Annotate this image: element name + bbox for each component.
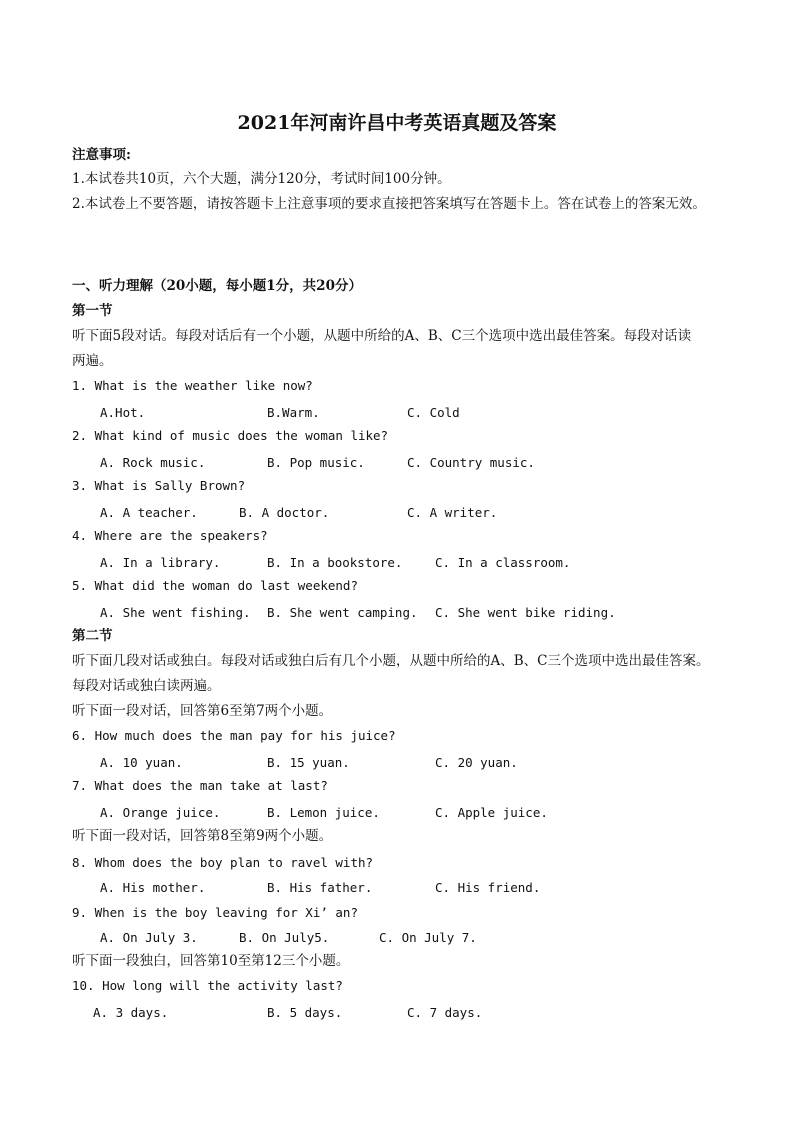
- part1-instruction: 听下面5段对话。每段对话后有一个小题，从题中所给的A、B、C三个选项中选出最佳答案。每段对话读: [72, 328, 692, 344]
- q9-option-a: A. On July 3.: [100, 930, 198, 945]
- q10-option-a: A. 3 days.: [93, 1005, 169, 1020]
- q6-option-a: A. 10 yuan.: [100, 755, 183, 770]
- q7-option-b: B. Lemon juice.: [267, 805, 380, 820]
- question-2: 2. What kind of music does the woman like?: [72, 428, 389, 443]
- q8-option-c: C. His friend.: [435, 880, 541, 895]
- notice-heading: 注意事项:: [72, 147, 131, 163]
- part2-heading: 第二节: [72, 628, 113, 644]
- q7-option-c: C. Apple juice.: [435, 805, 548, 820]
- q6-option-c: C. 20 yuan.: [435, 755, 518, 770]
- q2-option-a: A. Rock music.: [100, 455, 206, 470]
- question-9: 9. When is the boy leaving for Xi’ an?: [72, 905, 358, 920]
- q8-option-b: B. His father.: [267, 880, 373, 895]
- q5-option-c: C. She went bike riding.: [435, 605, 616, 620]
- q3-option-a: A. A teacher.: [100, 505, 198, 520]
- part1-heading: 第一节: [72, 303, 113, 319]
- question-5: 5. What did the woman do last weekend?: [72, 578, 358, 593]
- question-1: 1. What is the weather like now?: [72, 378, 313, 393]
- q1-option-b: B.Warm.: [267, 405, 320, 420]
- q9-option-b: B. On July5.: [239, 930, 330, 945]
- notice-item-2: 2.本试卷上不要答题，请按答题卡上注意事项的要求直接把答案填写在答题卡上。答在试卷上的答案无效。: [72, 196, 706, 212]
- q7-option-a: A. Orange juice.: [100, 805, 221, 820]
- q6-option-b: B. 15 yuan.: [267, 755, 350, 770]
- q2-option-b: B. Pop music.: [267, 455, 365, 470]
- q5-option-a: A. She went fishing.: [100, 605, 251, 620]
- page-title: 2021年河南许昌中考英语真题及答案: [237, 112, 557, 134]
- q4-option-b: B. In a bookstore.: [267, 555, 403, 570]
- q1-option-a: A.Hot.: [100, 405, 146, 420]
- question-6: 6. How much does the man pay for his juice?: [72, 728, 396, 743]
- q1-option-c: C. Cold: [407, 405, 460, 420]
- q5-option-b: B. She went camping.: [267, 605, 418, 620]
- q4-option-a: A. In a library.: [100, 555, 221, 570]
- question-10: 10. How long will the activity last?: [72, 978, 343, 993]
- question-4: 4. Where are the speakers?: [72, 528, 268, 543]
- q3-option-b: B. A doctor.: [239, 505, 330, 520]
- question-8: 8. Whom does the boy plan to ravel with?: [72, 855, 374, 870]
- q8-option-a: A. His mother.: [100, 880, 206, 895]
- group-instruction-2: 听下面一段对话，回答第8至第9两个小题。: [72, 828, 333, 844]
- part1-instruction-cont: 两遍。: [72, 353, 113, 369]
- notice-item-1: 1.本试卷共10页，六个大题，满分120分，考试时间100分钟。: [72, 171, 451, 187]
- question-3: 3. What is Sally Brown?: [72, 478, 246, 493]
- q10-option-c: C. 7 days.: [407, 1005, 483, 1020]
- q9-option-c: C. On July 7.: [379, 930, 477, 945]
- group-instruction-3: 听下面一段独白，回答第10至第12三个小题。: [72, 953, 350, 969]
- part2-instruction: 听下面几段对话或独白。每段对话或独白后有几个小题，从题中所给的A、B、C三个选项中选出最佳答案。: [72, 653, 710, 669]
- q2-option-c: C. Country music.: [407, 455, 535, 470]
- section1-heading: 一、听力理解（20小题，每小题1分，共20分）: [72, 278, 362, 294]
- q3-option-c: C. A writer.: [407, 505, 498, 520]
- group-instruction-1: 听下面一段对话，回答第6至第7两个小题。: [72, 703, 333, 719]
- q4-option-c: C. In a classroom.: [435, 555, 571, 570]
- part2-instruction-cont: 每段对话或独白读两遍。: [72, 678, 221, 694]
- q10-option-b: B. 5 days.: [267, 1005, 343, 1020]
- question-7: 7. What does the man take at last?: [72, 778, 328, 793]
